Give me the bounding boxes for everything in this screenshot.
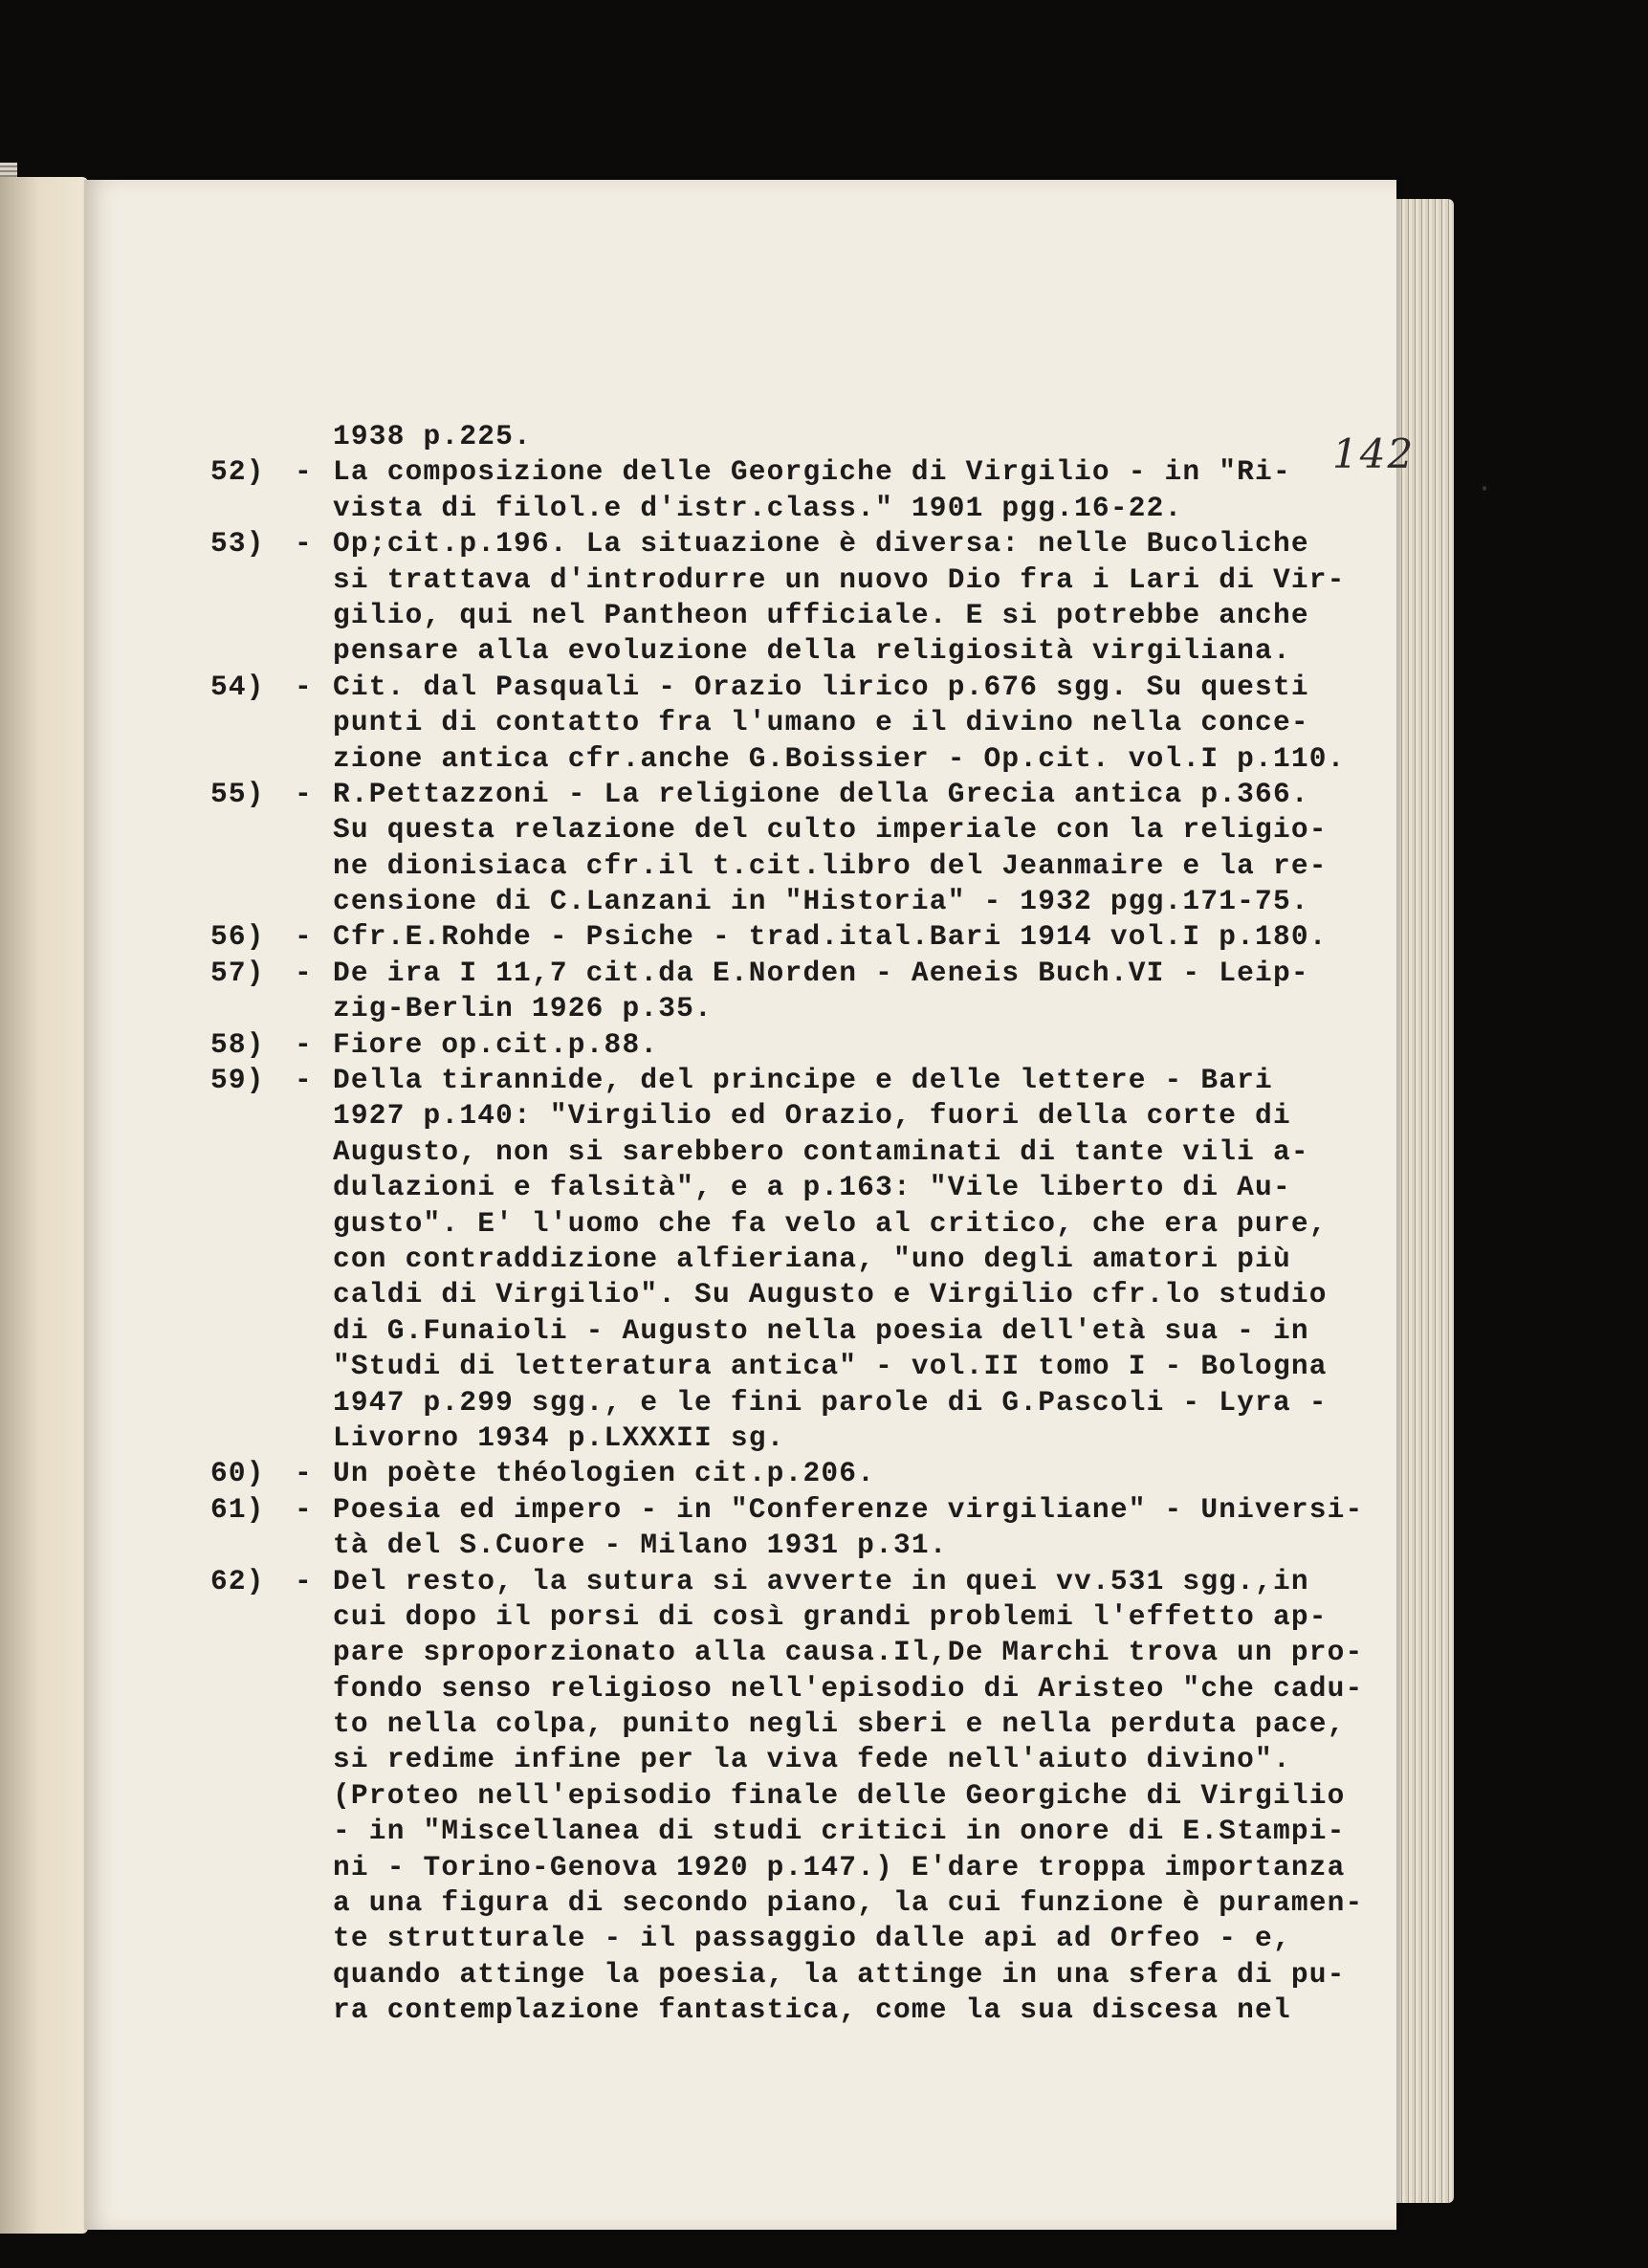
footnote-text: Livorno 1934 p.LXXXII sg. [333, 1420, 785, 1454]
footnote [210, 1063, 1358, 1456]
footnote-line [210, 1349, 1358, 1384]
footnote-line [210, 526, 1358, 561]
footnote-text: censione di C.Lanzani in "Historia" - 1932 pgg.171-75. [333, 885, 1309, 918]
footnote-dash: - [295, 455, 313, 489]
footnote-text: Poesia ed impero - in "Conferenze virgiliane" - Universi- [333, 1492, 1364, 1526]
footnote-dash: - [295, 1492, 313, 1526]
footnote-line [210, 1957, 1358, 1993]
footnote-line [210, 956, 1358, 991]
footnote [210, 1456, 1358, 1491]
footnote-number: 53) [210, 527, 265, 561]
footnote-text: si redime infine per la viva fede nell'aiuto divino". [333, 1743, 1291, 1776]
footnote-text: La composizione delle Georgiche di Virgilio - in "Ri- [333, 455, 1291, 489]
footnote-dash: - [295, 1457, 313, 1490]
footnote-dash: - [295, 920, 313, 954]
footnote-dash: - [295, 670, 313, 703]
footnote-text: con contraddizione alfieriana, "uno degli amatori più [333, 1242, 1291, 1275]
footnote-line [210, 777, 1358, 812]
footnote-text: si trattava d'introdurre un nuovo Dio fra i Lari di Vir- [333, 562, 1346, 596]
footnote [210, 956, 1358, 1027]
footnote-line [210, 1707, 1358, 1742]
footnote-line [210, 1564, 1358, 1599]
footnote-line [210, 1170, 1358, 1205]
footnote-number: 62) [210, 1564, 265, 1597]
footnote-text: caldi di Virgilio". Su Augusto e Virgilio cfr.lo studio [333, 1278, 1328, 1311]
footnote-text: Un poète théologien cit.p.206. [333, 1457, 876, 1490]
footnote-line [210, 1921, 1358, 1956]
footnote-text: - in "Miscellanea di studi critici in onore di E.Stampi- [333, 1815, 1346, 1848]
footnote-text: Op;cit.p.196. La situazione è diversa: nelle Bucoliche [333, 527, 1309, 561]
footnote-text: (Proteo nell'episodio finale delle Georgiche di Virgilio [333, 1778, 1346, 1812]
footnote-dash: - [295, 1027, 313, 1061]
footnote-text: zig-Berlin 1926 p.35. [333, 992, 713, 1025]
footnote-line [210, 1778, 1358, 1814]
footnote-line [210, 1420, 1358, 1456]
footnote-number: 58) [210, 1027, 265, 1061]
footnote-text: De ira I 11,7 cit.da E.Norden - Aeneis Buch.VI - Leip- [333, 956, 1309, 989]
footnote [210, 777, 1358, 920]
footnote-line [210, 1242, 1358, 1277]
footnote-text: Su questa relazione del culto imperiale con la religio- [333, 813, 1328, 847]
footnote-line [210, 919, 1358, 955]
footnote-line [210, 598, 1358, 633]
footnote-number: 59) [210, 1064, 265, 1097]
footnote-line [210, 1850, 1358, 1885]
footnote-text: ni - Torino-Genova 1920 p.147.) E'dare troppa importanza [333, 1850, 1346, 1883]
footnote-text: vista di filol.e d'istr.class." 1901 pgg.16-22. [333, 491, 1183, 524]
footnote-number: 56) [210, 920, 265, 954]
footnote-line [210, 848, 1358, 884]
footnote-line [210, 670, 1358, 705]
footnote-line [210, 1814, 1358, 1849]
footnote-line [210, 1277, 1358, 1312]
footnote-text: Augusto, non si sarebbero contaminati di tante vili a- [333, 1134, 1309, 1168]
footnotes-list [210, 419, 1364, 2029]
footnote-text: pare sproporzionato alla causa.Il,De Marchi trova un pro- [333, 1636, 1364, 1669]
footnote-number: 61) [210, 1492, 265, 1526]
footnote-text: pensare alla evoluzione della religiosità virgiliana. [333, 634, 1291, 668]
footnote-line [210, 1742, 1358, 1777]
footnote-text: Cit. dal Pasquali - Orazio lirico p.676 sgg. Su questi [333, 670, 1309, 703]
footnote-text: zione antica cfr.anche G.Boissier - Op.cit. vol.I p.110. [333, 741, 1346, 775]
footnote-line [210, 991, 1358, 1026]
footnote-number: 52) [210, 455, 265, 489]
footnote-text: cui dopo il porsi di così grandi problemi l'effetto ap- [333, 1599, 1328, 1633]
footnote-line [210, 812, 1358, 848]
footnote-line [210, 1098, 1358, 1134]
footnote-text: dulazioni e falsità", e a p.163: "Vile liberto di Au- [333, 1171, 1291, 1204]
footnote-number: 54) [210, 670, 265, 703]
footnote-dash: - [295, 777, 313, 810]
footnote-line [210, 705, 1358, 740]
footnote-text: 1947 p.299 sgg., e le fini parole di G.Pascoli - Lyra - [333, 1385, 1328, 1419]
footnote-text: tà del S.Cuore - Milano 1931 p.31. [333, 1529, 948, 1562]
footnote-text: punti di contatto fra l'umano e il divino nella conce- [333, 706, 1309, 739]
left-page [0, 177, 88, 2234]
ink-mark [1483, 486, 1486, 491]
footnote-text: "Studi di letteratura antica" - vol.II tomo I - Bologna [333, 1350, 1328, 1383]
footnote-line [210, 454, 1358, 490]
footnote-line [210, 1599, 1358, 1635]
footnote-line [210, 419, 1358, 454]
footnote-text: Cfr.E.Rohde - Psiche - trad.ital.Bari 1914 vol.I p.180. [333, 920, 1328, 954]
footnote-line [210, 1492, 1364, 1528]
footnote-text: Della tirannide, del principe e delle lettere - Bari [333, 1064, 1273, 1097]
footnote-text: ne dionisiaca cfr.il t.cit.libro del Jeanmaire e la re- [333, 848, 1328, 882]
footnote-text: quando attinge la poesia, la attinge in una sfera di pu- [333, 1957, 1346, 1991]
footnote-text: to nella colpa, punito negli sberi e nella perduta pace, [333, 1707, 1346, 1741]
footnote-text: di G.Funaioli - Augusto nella poesia dell'età sua - in [333, 1313, 1309, 1347]
footnote-line [210, 633, 1358, 669]
footnote [210, 1027, 1358, 1063]
footnote [210, 919, 1358, 955]
footnote-line [210, 1134, 1358, 1170]
footnote-text: 1927 p.140: "Virgilio ed Orazio, fuori della corte di [333, 1099, 1291, 1133]
footnote [210, 419, 1358, 454]
footnote-line [210, 1027, 1358, 1063]
footnote-text: ra contemplazione fantastica, come la sua discesa nel [333, 1993, 1291, 2027]
footnote-line [210, 1528, 1358, 1563]
footnote [210, 454, 1358, 526]
footnote-line [210, 1993, 1358, 2028]
footnote-line [210, 1885, 1364, 1921]
footnote-dash: - [295, 1564, 313, 1597]
footnote-text: a una figura di secondo piano, la cui funzione è puramen- [333, 1886, 1364, 1920]
footnote-number: 57) [210, 956, 265, 989]
footnote-dash: - [295, 956, 313, 989]
footnote-text: R.Pettazzoni - La religione della Grecia antica p.366. [333, 777, 1309, 810]
footnote [210, 526, 1358, 670]
footnote-dash: - [295, 1064, 313, 1097]
footnote-number: 60) [210, 1457, 265, 1490]
footnote-text: 1938 p.225. [333, 420, 532, 452]
footnote-line [210, 1671, 1364, 1707]
footnote-line [210, 562, 1358, 598]
footnote-line [210, 741, 1358, 777]
footnote-dash: - [295, 527, 313, 561]
footnote-line [210, 1313, 1358, 1349]
footnote-number: 55) [210, 777, 265, 810]
footnote [210, 1492, 1364, 1564]
footnote [210, 1564, 1364, 2029]
footnote-line [210, 1206, 1358, 1242]
footnote-text: gilio, qui nel Pantheon ufficiale. E si potrebbe anche [333, 598, 1309, 631]
footnote-line [210, 1456, 1358, 1491]
footnote-text: te strutturale - il passaggio dalle api ad Orfeo - e, [333, 1922, 1291, 1955]
page-number: 142 [1332, 430, 1416, 477]
footnote-line [210, 1385, 1358, 1420]
footnote-line [210, 1063, 1358, 1098]
footnote-text: gusto". E' l'uomo che fa velo al critico, che era pure, [333, 1206, 1328, 1240]
footnote-text: Fiore op.cit.p.88. [333, 1027, 659, 1061]
footnote [210, 670, 1358, 777]
footnote-text: Del resto, la sutura si avverte in quei vv.531 sgg.,in [333, 1564, 1309, 1597]
footnote-line [210, 884, 1358, 919]
footnote-line [210, 491, 1358, 526]
footnote-line [210, 1635, 1364, 1670]
footnote-text: fondo senso religioso nell'episodio di Aristeo "che cadu- [333, 1671, 1364, 1705]
